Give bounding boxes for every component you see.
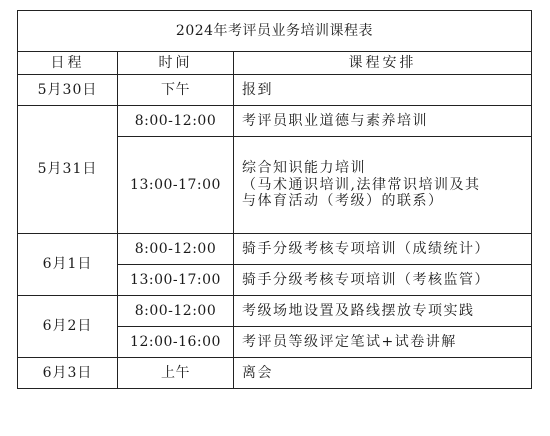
date-cell: 6月2日 [18, 296, 118, 358]
content-cell: 骑手分级考核专项培训（考核监管） [234, 265, 532, 296]
date-cell: 6月3日 [18, 358, 118, 389]
time-cell: 12:00-16:00 [118, 327, 234, 358]
schedule-document [17, 10, 531, 430]
content-cell: 考级场地设置及路线摆放专项实践 [234, 296, 532, 327]
time-cell: 上午 [118, 358, 234, 389]
table-row [18, 296, 532, 327]
table-row [18, 358, 532, 389]
content-line: 综合知识能力培训 [242, 159, 366, 176]
header-date: 日程 [18, 52, 118, 75]
time-cell: 8:00-12:00 [118, 296, 234, 327]
table-title: 2024年考评员业务培训课程表 [18, 11, 532, 52]
table-row [18, 106, 532, 137]
time-cell: 8:00-12:00 [118, 106, 234, 137]
content-cell: 考评员职业道德与素养培训 [234, 106, 532, 137]
table-row [18, 75, 532, 106]
time-cell: 13:00-17:00 [118, 137, 234, 234]
content-line: （马术通识培训,法律常识培训及其 [242, 176, 481, 193]
time-cell: 下午 [118, 75, 234, 106]
date-cell: 5月30日 [18, 75, 118, 106]
title-row [18, 11, 532, 52]
header-time: 时间 [118, 52, 234, 75]
header-content: 课程安排 [234, 52, 532, 75]
content-cell: 考评员等级评定笔试+试卷讲解 [234, 327, 532, 358]
content-cell: 离会 [234, 358, 532, 389]
time-cell: 8:00-12:00 [118, 234, 234, 265]
schedule-table [17, 10, 532, 389]
content-line: 与体育活动（考级）的联系） [242, 193, 444, 210]
content-cell: 骑手分级考核专项培训（成绩统计） [234, 234, 532, 265]
table-row [18, 234, 532, 265]
content-cell [234, 137, 532, 234]
header-row [18, 52, 532, 75]
date-cell: 6月1日 [18, 234, 118, 296]
time-cell: 13:00-17:00 [118, 265, 234, 296]
content-cell: 报到 [234, 75, 532, 106]
date-cell: 5月31日 [18, 106, 118, 234]
